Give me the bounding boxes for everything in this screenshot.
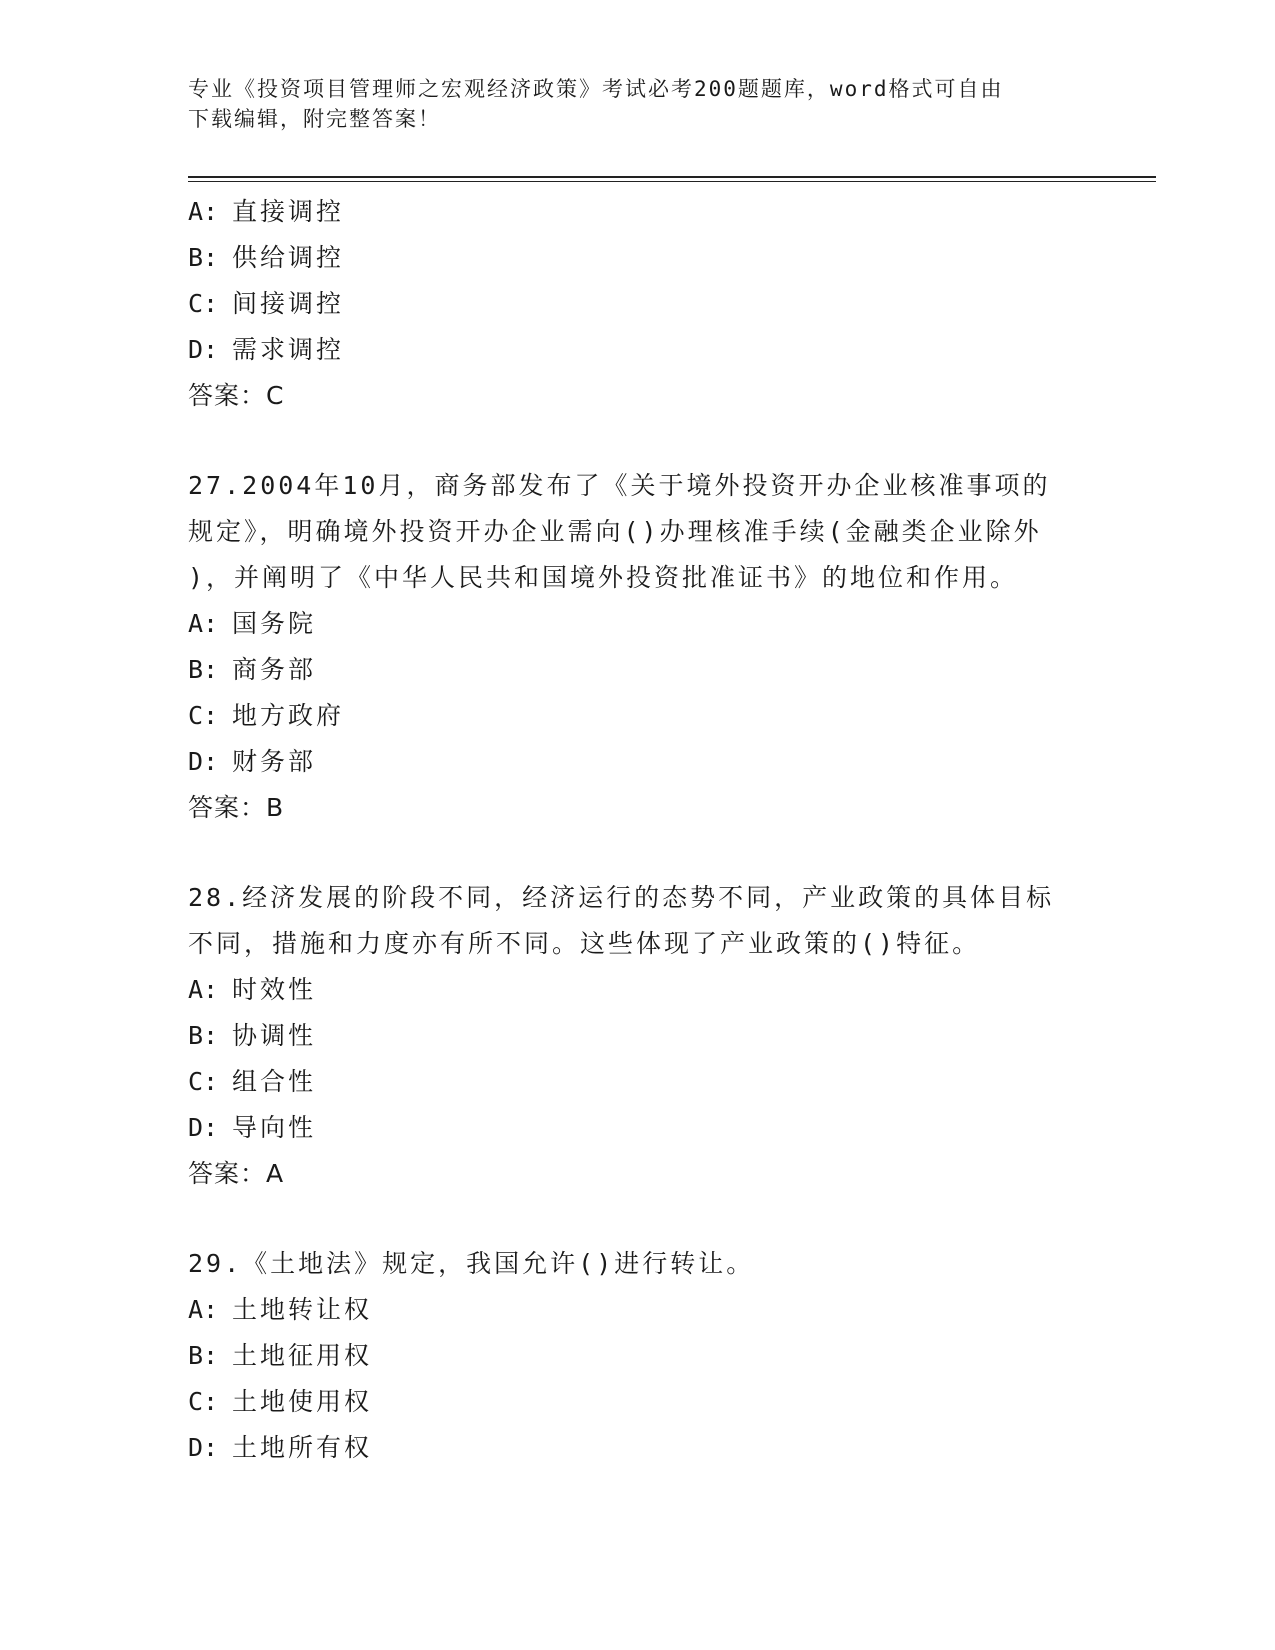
option-letter: D:: [188, 1113, 219, 1142]
option-letter: A:: [188, 609, 219, 638]
question-text-line: )，并阐明了《中华人民共和国境外投资批准证书》的地位和作用。: [188, 563, 1019, 592]
option-a: [188, 601, 1088, 647]
option-letter: C:: [188, 701, 219, 730]
question-text-line: 规定》，明确境外投资开办企业需向()办理核准手续(金融类企业除外: [188, 517, 1042, 546]
question-27: [188, 463, 1088, 831]
question-text-line: 27.2004年10月，商务部发布了《关于境外投资开办企业核准事项的: [188, 471, 1051, 500]
option-d: [188, 327, 1088, 373]
question-29: [188, 1241, 1088, 1471]
answer: 答案：A: [188, 1159, 285, 1188]
option-c: [188, 1379, 1088, 1425]
option-b: [188, 647, 1088, 693]
option-letter: B:: [188, 655, 219, 684]
option-d: [188, 739, 1088, 785]
option-text: 时效性: [232, 975, 317, 1004]
option-text: 导向性: [232, 1113, 317, 1142]
option-b: [188, 1013, 1088, 1059]
option-a: [188, 189, 1088, 235]
header-divider-thin: [188, 181, 1156, 182]
header-line-2: 下载编辑，附完整答案！: [188, 107, 441, 131]
option-text: 组合性: [232, 1067, 317, 1096]
option-b: [188, 235, 1088, 281]
question-28: [188, 875, 1088, 1197]
option-d: [188, 1425, 1088, 1471]
option-text: 土地转让权: [232, 1295, 373, 1324]
question-text-line: 28.经济发展的阶段不同，经济运行的态势不同，产业政策的具体目标: [188, 883, 1055, 912]
option-letter: A:: [188, 975, 219, 1004]
option-text: 财务部: [232, 747, 317, 776]
option-text: 土地所有权: [232, 1433, 373, 1462]
option-text: 直接调控: [232, 197, 345, 226]
option-text: 协调性: [232, 1021, 317, 1050]
option-letter: C:: [188, 1387, 219, 1416]
option-c: [188, 1059, 1088, 1105]
answer: 答案：C: [188, 381, 285, 410]
option-d: [188, 1105, 1088, 1151]
header-line-1: 专业《投资项目管理师之宏观经济政策》考试必考200题题库，word格式可自由: [188, 77, 1004, 101]
option-text: 土地使用权: [232, 1387, 373, 1416]
option-text: 商务部: [232, 655, 317, 684]
option-text: 土地征用权: [232, 1341, 373, 1370]
option-text: 供给调控: [232, 243, 345, 272]
option-letter: D:: [188, 747, 219, 776]
option-letter: A:: [188, 197, 219, 226]
option-text: 间接调控: [232, 289, 345, 318]
option-text: 需求调控: [232, 335, 345, 364]
question-text-line: 不同，措施和力度亦有所不同。这些体现了产业政策的()特征。: [188, 929, 981, 958]
question-list: [188, 189, 1088, 1471]
option-a: [188, 1287, 1088, 1333]
option-letter: B:: [188, 1021, 219, 1050]
option-letter: B:: [188, 243, 219, 272]
header-divider-thick: [188, 176, 1156, 178]
question-26: [188, 189, 1088, 419]
option-letter: A:: [188, 1295, 219, 1324]
option-c: [188, 693, 1088, 739]
option-c: [188, 281, 1088, 327]
option-text: 国务院: [232, 609, 317, 638]
option-b: [188, 1333, 1088, 1379]
option-text: 地方政府: [232, 701, 345, 730]
option-letter: C:: [188, 1067, 219, 1096]
option-letter: C:: [188, 289, 219, 318]
option-letter: B:: [188, 1341, 219, 1370]
document-header: [188, 74, 1088, 134]
option-letter: D:: [188, 335, 219, 364]
question-text-line: 29.《土地法》规定，我国允许()进行转让。: [188, 1249, 755, 1278]
option-a: [188, 967, 1088, 1013]
answer: 答案：B: [188, 793, 285, 822]
option-letter: D:: [188, 1433, 219, 1462]
